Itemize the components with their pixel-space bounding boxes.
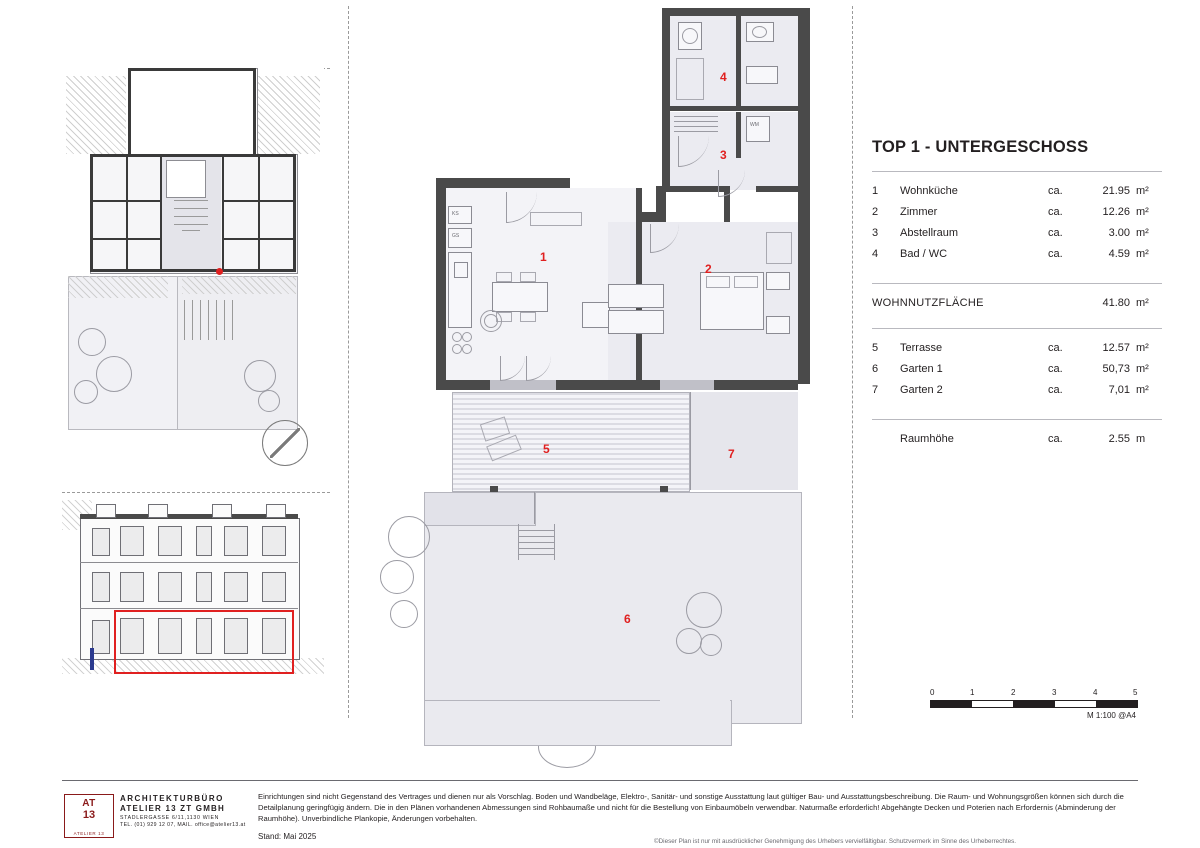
summary-row xyxy=(872,293,1162,314)
north-arrow-icon xyxy=(262,420,308,466)
office-line-2: ATELIER 13 ZT GMBH xyxy=(120,804,226,813)
room-ca: ca. xyxy=(1048,206,1063,218)
plan-label-ks: KS xyxy=(452,211,459,217)
page-title: TOP 1 - UNTERGESCHOSS xyxy=(872,138,1089,156)
plan-label-gs: GS xyxy=(452,233,460,239)
height-value: 2.55 xyxy=(1108,433,1130,445)
table-row xyxy=(872,380,1162,401)
room-area: 50,73 xyxy=(1102,363,1130,375)
room-name: Zimmer xyxy=(900,206,938,218)
room-name: Garten 2 xyxy=(900,384,943,396)
info-panel xyxy=(872,138,1162,450)
table-row xyxy=(872,181,1162,202)
room-name: Terrasse xyxy=(900,342,943,354)
scale-tick-5: 5 xyxy=(1133,688,1138,697)
plan-number-6: 6 xyxy=(624,612,631,626)
table-row xyxy=(872,244,1162,265)
room-area: 7,01 xyxy=(1108,384,1130,396)
height-unit: m xyxy=(1136,433,1146,445)
disclaimer-text: Einrichtungen sind nicht Gegenstand des Vertrages und dienen nur als Vorschlag. Boden und Wandbeläge, Elektro-, Sanitär- und sonstige Ausstattung laut gültiger Bau- und Ausstattungsbeschreibung. Die Raum- und Wohnungsgrößen können sich durch die Detailplanung geringfügig ändern. Die in den Plänen vorhandenen Abmessungen sind Rohbaumaße und nicht für die Bestellung von Einbaumöbeln verwendbar. Naturmaße erforderlich! Abgehängte Decken und Poterien nach Erfordernis (Abminderung der Raumhöhe). Unverbindliche Plankopie, Änderungen vorbehalten. xyxy=(258,792,1124,824)
room-number: 4 xyxy=(872,248,879,260)
room-area: 12.26 xyxy=(1102,206,1130,218)
room-number: 5 xyxy=(872,342,879,354)
plan-number-1: 1 xyxy=(540,250,547,264)
scale-tick-2: 2 xyxy=(1011,688,1016,697)
room-ca: ca. xyxy=(1048,185,1063,197)
room-name: Garten 1 xyxy=(900,363,943,375)
scale-tick-3: 3 xyxy=(1052,688,1057,697)
copyright-notice: ©Dieser Plan ist nur mit ausdrücklicher Genehmigung des Urhebers vervielfältigbar. Schutzvermerk im Sinne des Urheberrechtes. xyxy=(654,838,1016,845)
room-area: 21.95 xyxy=(1102,185,1130,197)
key-site-plan xyxy=(62,60,324,432)
room-ca: ca. xyxy=(1048,248,1063,260)
room-ca: ca. xyxy=(1048,384,1063,396)
divider-left-vertical xyxy=(348,6,349,718)
scale-tick-0: 0 xyxy=(930,688,935,697)
office-address xyxy=(120,794,260,828)
plan-number-7: 7 xyxy=(728,447,735,461)
plan-number-4: 4 xyxy=(720,70,727,84)
room-unit: m² xyxy=(1136,342,1149,354)
logo-line-1: AT xyxy=(82,798,96,809)
office-line-1: ARCHITEKTURBÜRO xyxy=(120,794,224,803)
unit-highlight-box xyxy=(114,610,294,674)
scale-label: M 1:100 @A4 xyxy=(1086,711,1136,720)
room-unit: m² xyxy=(1136,248,1149,260)
room-area: 4.59 xyxy=(1108,248,1130,260)
company-logo xyxy=(64,794,114,838)
plan-number-5: 5 xyxy=(543,442,550,456)
ceiling-height-row xyxy=(872,429,1162,450)
plan-label-wm: WM xyxy=(750,122,759,128)
revision-date: Stand: Mai 2025 xyxy=(258,832,317,841)
logo-line-2: 13 xyxy=(82,809,96,821)
logo-line-3: ATELIER 13 xyxy=(73,831,105,836)
table-row xyxy=(872,202,1162,223)
floor-plan xyxy=(360,0,840,790)
divider xyxy=(872,328,1162,329)
table-row xyxy=(872,338,1162,359)
room-area: 12.57 xyxy=(1102,342,1130,354)
room-number: 2 xyxy=(872,206,879,218)
room-number: 6 xyxy=(872,363,879,375)
room-unit: m² xyxy=(1136,185,1149,197)
office-line-3: STADLERGASSE 6/11,1130 WIEN xyxy=(120,815,220,821)
room-name: Abstellraum xyxy=(900,227,959,239)
office-line-4: TEL. (01) 929 12 07, MAIL. office@atelier13.at xyxy=(120,822,246,828)
terrace-deck xyxy=(452,392,690,492)
divider xyxy=(872,283,1162,284)
summary-value: 41.80 xyxy=(1102,297,1130,309)
footer xyxy=(0,780,1200,848)
room-name: Wohnküche xyxy=(900,185,958,197)
room-unit: m² xyxy=(1136,206,1149,218)
table-row xyxy=(872,359,1162,380)
summary-label: WOHNNUTZFLÄCHE xyxy=(872,297,984,309)
room-unit: m² xyxy=(1136,227,1149,239)
table-row xyxy=(872,223,1162,244)
garden-area xyxy=(424,492,802,724)
divider xyxy=(872,171,1162,172)
room-ca: ca. xyxy=(1048,227,1063,239)
scale-tick-1: 1 xyxy=(970,688,975,697)
room-ca: ca. xyxy=(1048,342,1063,354)
room-area: 3.00 xyxy=(1108,227,1130,239)
scale-tick-4: 4 xyxy=(1093,688,1098,697)
plan-number-3: 3 xyxy=(720,148,727,162)
summary-unit: m² xyxy=(1136,297,1149,309)
divider-right-vertical xyxy=(852,6,853,718)
divider xyxy=(872,419,1162,420)
room-unit: m² xyxy=(1136,384,1149,396)
divider-left-mid xyxy=(62,492,330,493)
facade-elevation xyxy=(62,500,324,690)
room-number: 1 xyxy=(872,185,879,197)
room-name: Bad / WC xyxy=(900,248,948,260)
room-number: 3 xyxy=(872,227,879,239)
room-number: 7 xyxy=(872,384,879,396)
room-unit: m² xyxy=(1136,363,1149,375)
scale-bar xyxy=(930,688,1152,720)
height-ca: ca. xyxy=(1048,433,1063,445)
room-ca: ca. xyxy=(1048,363,1063,375)
height-label: Raumhöhe xyxy=(900,433,954,445)
plan-number-2: 2 xyxy=(705,262,712,276)
